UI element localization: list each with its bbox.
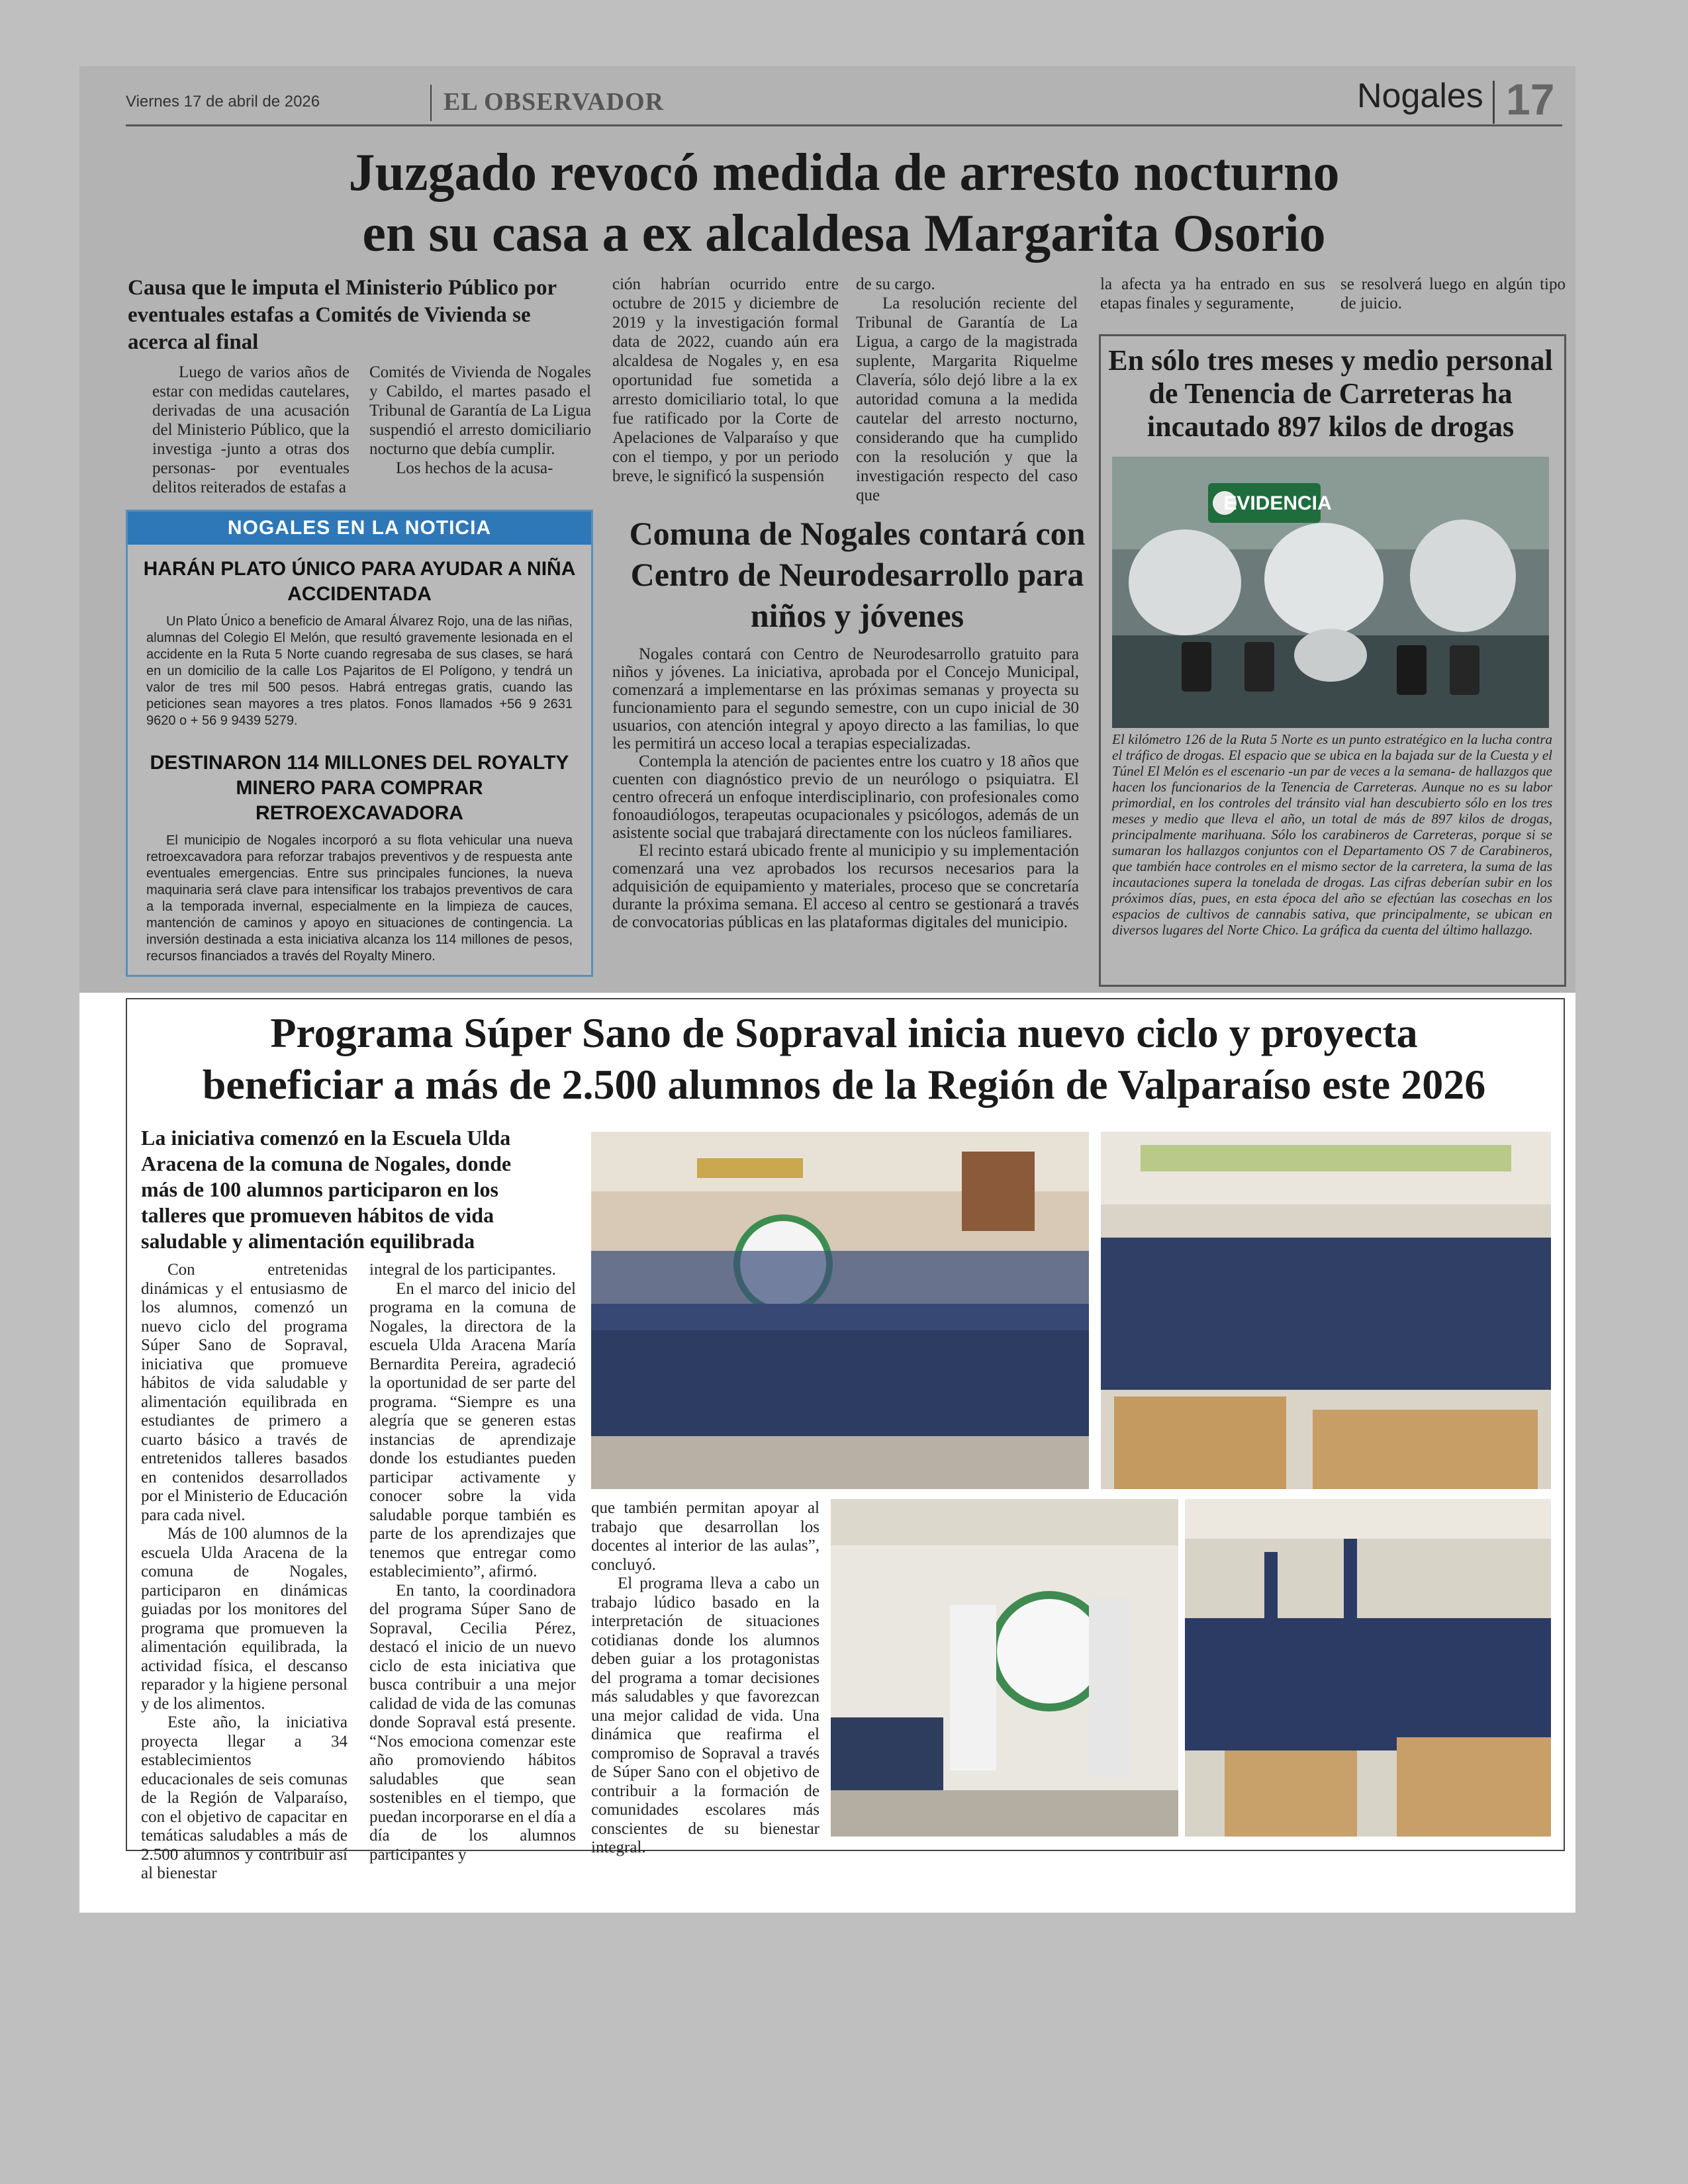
sopraval-subhead: La iniciativa comenzó en la Escuela Ulda Aracena de la comuna de Nogales, donde más de 100 alumnos participaron en los talleres que promueven hábitos de vida saludable y alimentación equilibrada <box>141 1126 512 1253</box>
header-rule <box>126 124 1562 126</box>
neuro-p2: Contempla la atención de pacientes entre los cuatro y 18 años que cuenten con diagnóstico previo de un neurólogo o psiquiatra. El centro ofrecerá un enfoque interdisciplinario, con profesionales como fonoaudiólogos, terapeutas ocupacionales y psicólogos, además de un asistente social que trabajará directamente con los núcleos familiares. <box>612 752 1079 842</box>
main-col-2 <box>369 363 591 495</box>
main-headline-line2: en su casa a ex alcaldesa Margarita Osorio <box>362 205 1326 263</box>
drug-package <box>1294 629 1367 682</box>
main-col-4 <box>856 275 1078 504</box>
news-box <box>126 510 593 977</box>
sopraval-col2-p1: integral de los participantes. <box>369 1261 556 1279</box>
header-date: Viernes 17 de abril de 2026 <box>126 93 320 111</box>
main-col-6 <box>1340 275 1566 314</box>
main-col-5-text: la afecta ya ha entrado en sus etapas finales y seguramente, <box>1100 275 1325 312</box>
sopraval-col1-p3: Este año, la iniciativa proyecta llegar a 34 establecimientos educacionales de seis comunas de la Región de Valparaíso, con el objetivo de capacitar en temáticas saludables a más de 2.500 alumnos y contribuir así al bienestar <box>141 1713 348 1882</box>
header-page-number: 17 <box>1506 75 1555 124</box>
neuro-p1: Nogales contará con Centro de Neurodesarrollo gratuito para niños y jóvenes. La iniciativa, aprobada por el Concejo Municipal, comenzará a implementarse en las próximas semanas y proyecta su funcionamiento para el segundo semestre, con un cupo inicial de 30 usuarios, con atención integral y apoyo directo a las familias, lo que les permitirá un acceso local a terapias especializadas. <box>612 645 1079 752</box>
main-col-1 <box>152 363 350 495</box>
main-col-4-text-b: La resolución reciente del Tribunal de Garantía de La Ligua, a cargo de la magistrada suplente, Margarita Riquelme Clavería, sólo dejó libre a la ex autoridad comuna a la medida cautelar del arresto nocturno, considerando que ha cumplido con la resolución y que la investigación respecto del caso que <box>856 295 1078 504</box>
header-paper-name: EL OBSERVADOR <box>444 88 665 116</box>
classroom-photo-arms <box>1185 1499 1551 1837</box>
main-col-4-text: de su cargo. <box>856 275 935 293</box>
header-separator <box>430 85 432 121</box>
sopraval-col-1 <box>141 1261 348 1882</box>
news-box-title: NOGALES EN LA NOTICIA <box>128 512 591 545</box>
main-col-5 <box>1100 275 1325 314</box>
drugs-photo-illustration <box>1112 457 1549 728</box>
neuro-p3: El recinto estará ubicado frente al municipio y su implementación comenzará una vez aprobados los recursos necesarios para la adquisición de equipamiento y materiales, proceso que se concretaría durante la próxima semana. El acceso al centro se gestionará a través de convocatorias públicas en las plataformas digitales del municipio. <box>612 842 1079 931</box>
header-section: Nogales <box>1357 77 1483 115</box>
main-col-2-text: Comités de Vivienda de Nogales y Cabildo, el martes pasado el Tribunal de Garantía de La Ligua suspendió el arresto domiciliario nocturno que debía cumplir. <box>369 363 591 458</box>
phone <box>1244 642 1274 692</box>
drug-package <box>1129 529 1241 635</box>
neuro-headline: Comuna de Nogales contará con Centro de Neurodesarrollo para niños y jóvenes <box>629 515 1086 634</box>
sopraval-headline-line2: beneficiar a más de 2.500 alumnos de la Región de Valparaíso este 2026 <box>202 1061 1486 1108</box>
drugs-headline: En sólo tres meses y medio personal de Tenencia de Carreteras ha incautado 897 kilos de drogas <box>1108 344 1553 443</box>
sopraval-headline <box>132 1007 1556 1111</box>
sopraval-col1-p1: Con entretenidas dinámicas y el entusiasmo de los alumnos, comenzó un nuevo ciclo del programa Súper Sano de Sopraval, iniciativa que promueve hábitos de vida saludable y alimentación equilibrada en estudiantes de primero a cuarto básico a través de entretenidos talleres basados en contenidos desarrollados por el Ministerio de Educación para cada nivel. <box>141 1261 348 1524</box>
phone <box>1397 645 1427 695</box>
classroom-photo-desks <box>1101 1132 1551 1489</box>
drugs-caption: El kilómetro 126 de la Ruta 5 Norte es un punto estratégico en la lucha contra el tráfico de drogas. El espacio que se ubica en la bajada sur de la Cuesta y el Túnel El Melón es el escenario -un par de veces a la semana- de hallazgos que hacen los funcionarios de la Tenencia de Carreteras. Aunque no es su labor primordial, en los controles del tránsito vial han descubierto sólo en los tres meses y medio que lleva el año, un total de más de 897 kilos de drogas, principalmente marihuana. Sólo los carabineros de Carreteras, porque si se sumaran los hallazgos conjuntos con el Departamento OS 7 de Carabineros, que también hace controles en el mismo sector de la carretera, la suma de las incautaciones supera la tonelada de drogas. Las cifras deberían subir en los próximos días, pues, en esta época del año se efectúan las cosechas en los espacios de cultivos de cannabis sativa, que principalmente, se ubican en diversos lugares del Norte Chico. La gráfica da cuenta del último hallazgo. <box>1112 731 1552 938</box>
main-col-3 <box>612 275 839 500</box>
drug-package <box>1264 523 1383 635</box>
sopraval-col3-p1: que también permitan apoyar al trabajo que desarrollan los docentes al interior de las aulas”, concluyó. <box>591 1499 820 1574</box>
classroom-photo-group <box>591 1132 1089 1489</box>
news-item2-body: El municipio de Nogales incorporó a su flota vehicular una nueva retroexcavadora para reforzar trabajos preventivos y de respuesta ante eventuales emergencias. Entre sus principales funciones, la nueva maquinaria será clave para intensificar los trabajos preventivos de cara a la temporada invernal, especialmente en la limpieza de cauces, mantención de caminos y apoyo en situaciones de contingencia. La inversión destinada a esta iniciativa alcanza los 114 millones de pesos, recursos financiados a través del Royalty Minero. <box>146 833 573 964</box>
news-item1-body: Un Plato Único a beneficio de Amaral Álvarez Rojo, una de las niñas, alumnas del Colegio El Melón, que resultó gravemente lesionada en el accidente en la Ruta 5 Norte cuando regresaba de sus clases, se hará en un domicilio de la calle Los Pajaritos de El Polígono, y tendrá un valor de tres mil 500 pesos. Habrá entregas gratis, cuando las peticiones sean mayores a tres platos. Fonos llamados +56 9 2631 9620 o + 56 9 9439 5279. <box>146 614 573 728</box>
main-col-2-text-b: Los hechos de la acusa- <box>396 459 553 477</box>
main-headline-line1: Juzgado revocó medida de arresto nocturno <box>348 144 1340 202</box>
sopraval-headline-line1: Programa Súper Sano de Sopraval inicia nuevo ciclo y proyecta <box>270 1009 1418 1056</box>
main-subhead: Causa que le imputa el Ministerio Público por eventuales estafas a Comités de Vivienda se acerca al final <box>128 276 557 354</box>
drugs-photo <box>1112 457 1549 728</box>
phone <box>1450 645 1479 695</box>
main-col-3-text: ción habrían ocurrido entre octubre de 2015 y diciembre de 2019 y la investigación formal data de 2022, cuando aún era alcaldesa de Nogales y, en esa oportunidad fue sometida a arresto domiciliario total, lo que fue ratificado por la Corte de Apelaciones de Valparaíso y que con el tiempo, y por un periodo breve, le significó la suspensión <box>612 275 839 485</box>
sopraval-col3-p2: El programa lleva a cabo un trabajo lúdico basado en la interpretación de situaciones cotidianas donde los alumnos deben guiar a los protagonistas del programa a tomar decisiones más saludables y que favorezcan una mejor calidad de vida. Una dinámica que reafirma el compromiso de Sopraval a través de Súper Sano con el objetivo de contribuir a la formación de comunidades escolares más conscientes de su bienestar integral. <box>591 1574 820 1856</box>
sopraval-col1-p2: Más de 100 alumnos de la escuela Ulda Aracena de la comuna de Nogales, participaron en dinámicas guiadas por los monitores del programa que promueven la alimentación equilibrada, la actividad física, el descanso reparador y la higiene personal y de los alimentos. <box>141 1525 348 1713</box>
sopraval-col2-p3: En tanto, la coordinadora del programa Súper Sano de Sopraval, Cecilia Pérez, destacó el inicio de un nuevo ciclo de esta iniciativa que busca contribuir a una mejor calidad de vida de las comunas donde Sopraval está presente. “Nos emociona comenzar este año promoviendo hábitos saludables que sean sostenibles en el tiempo, que puedan incorporarse en el día a día de los alumnos participantes y <box>369 1581 576 1864</box>
sopraval-col2-p2: En el marco del inicio del programa en la comuna de Nogales, la directora de la escuela Ulda Aracena María Bernardita Pereira, agradeció la oportunidad de ser parte del programa. “Siempre es una alegría que se generen estas instancias de aprendizaje donde los estudiantes pueden participar activamente y conocer sobre la vida saludable porque también es parte de los aprendizajes que tenemos que entregar como establecimiento”, afirmó. <box>369 1279 576 1580</box>
sopraval-col-2 <box>369 1261 576 1864</box>
drug-package <box>1410 520 1516 632</box>
header-separator-right <box>1493 81 1495 124</box>
classroom-photo-board <box>831 1499 1178 1837</box>
main-headline <box>199 142 1489 264</box>
neuro-body <box>612 645 1079 979</box>
sopraval-col-3 <box>591 1499 820 1856</box>
main-col-1-text: Luego de varios años de estar con medidas cautelares, derivadas de una acusación del Ministerio Público, que la investiga -junto a otras dos personas- por eventuales delitos reiterados de estafas a <box>152 363 350 496</box>
main-col-6-text: se resolverá luego en algún tipo de juicio. <box>1340 275 1566 312</box>
news-item2-headline: DESTINARON 114 MILLONES DEL ROYALTY MINERO PARA COMPRAR RETROEXCAVADORA <box>150 752 569 824</box>
phone <box>1182 642 1211 692</box>
evidence-sign-text: EVIDENCIA <box>1223 492 1332 514</box>
news-item1-headline: HARÁN PLATO ÚNICO PARA AYUDAR A NIÑA ACCIDENTADA <box>143 558 576 605</box>
